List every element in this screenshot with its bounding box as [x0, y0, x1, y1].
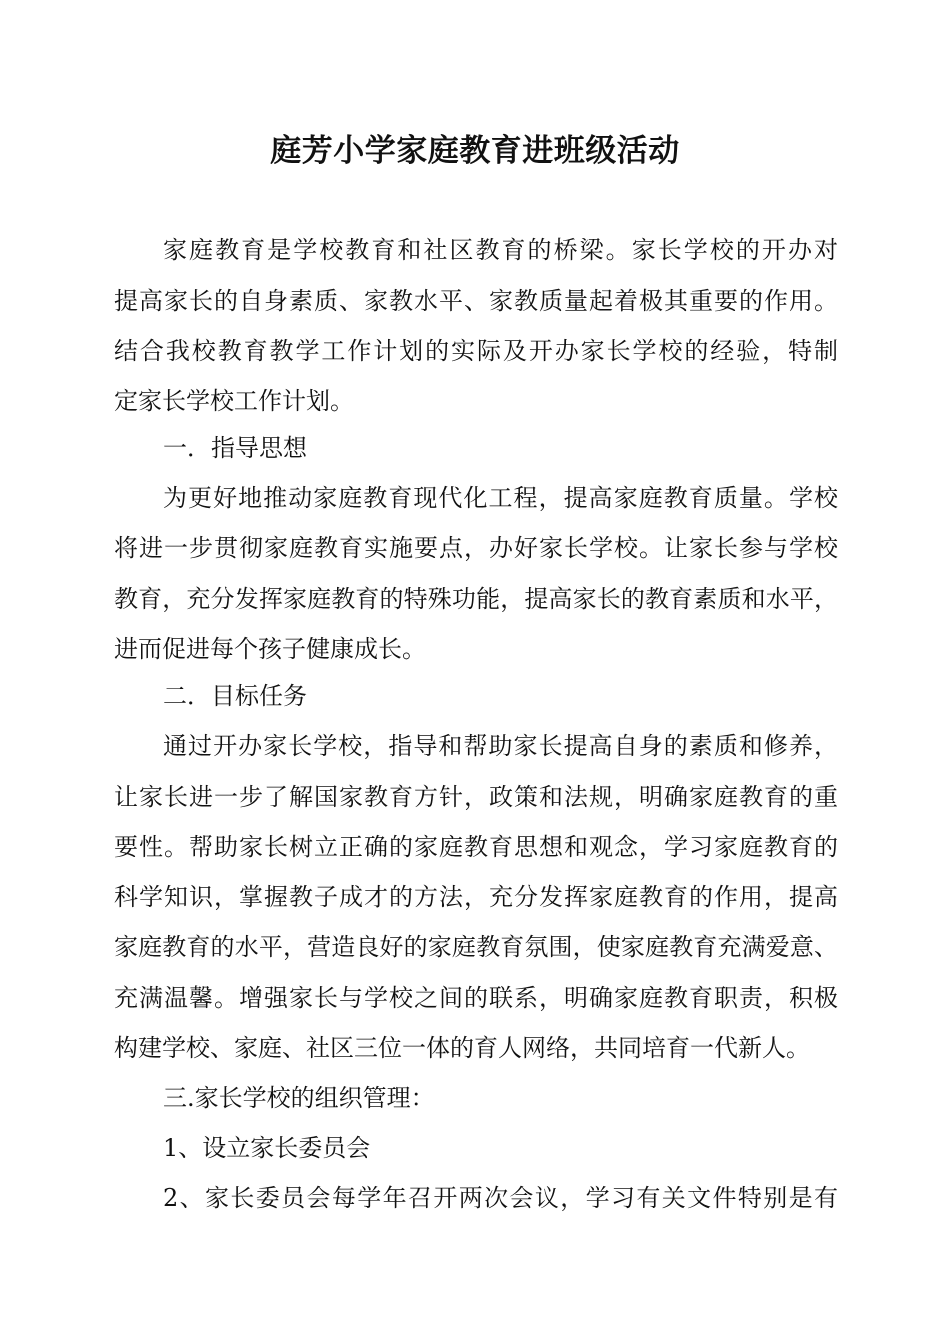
paragraph-line: 通过开办家长学校，指导和帮助家长提高自身的素质和修养， — [163, 732, 838, 760]
section-heading: 二．目标任务 — [163, 682, 307, 710]
section-heading: 三.家长学校的组织管理： — [163, 1084, 435, 1112]
paragraph-line: 家庭教育是学校教育和社区教育的桥梁。家长学校的开办对 — [163, 236, 838, 264]
paragraph-line: 将进一步贯彻家庭教育实施要点，办好家长学校。让家长参与学校 — [114, 534, 838, 562]
section-heading: 一．指导思想 — [163, 434, 307, 462]
paragraph-line: 构建学校、家庭、社区三位一体的育人网络，共同培育一代新人。 — [114, 1034, 810, 1062]
paragraph-line: 让家长进一步了解国家教育方针，政策和法规，明确家庭教育的重 — [114, 783, 838, 811]
paragraph-line: 家庭教育的水平，营造良好的家庭教育氛围，使家庭教育充满爱意、 — [114, 933, 838, 961]
paragraph-line: 结合我校教育教学工作计划的实际及开办家长学校的经验，特制 — [114, 337, 838, 365]
paragraph-line: 科学知识，掌握教子成才的方法，充分发挥家庭教育的作用，提高 — [114, 883, 838, 911]
list-item: 2、家长委员会每学年召开两次会议，学习有关文件特别是有 — [163, 1184, 838, 1212]
paragraph-line: 提高家长的自身素质、家教水平、家教质量起着极其重要的作用。 — [114, 287, 838, 315]
paragraph-line: 要性。帮助家长树立正确的家庭教育思想和观念，学习家庭教育的 — [114, 833, 838, 861]
paragraph-line: 定家长学校工作计划。 — [114, 387, 354, 415]
paragraph-line: 充满温馨。增强家长与学校之间的联系，明确家庭教育职责，积极 — [114, 984, 838, 1012]
paragraph-line: 为更好地推动家庭教育现代化工程，提高家庭教育质量。学校 — [163, 484, 838, 512]
paragraph-line: 教育，充分发挥家庭教育的特殊功能，提高家长的教育素质和水平， — [114, 585, 838, 613]
paragraph-line: 进而促进每个孩子健康成长。 — [114, 635, 426, 663]
list-item: 1、设立家长委员会 — [163, 1134, 371, 1162]
document-title: 庭芳小学家庭教育进班级活动 — [270, 133, 680, 169]
